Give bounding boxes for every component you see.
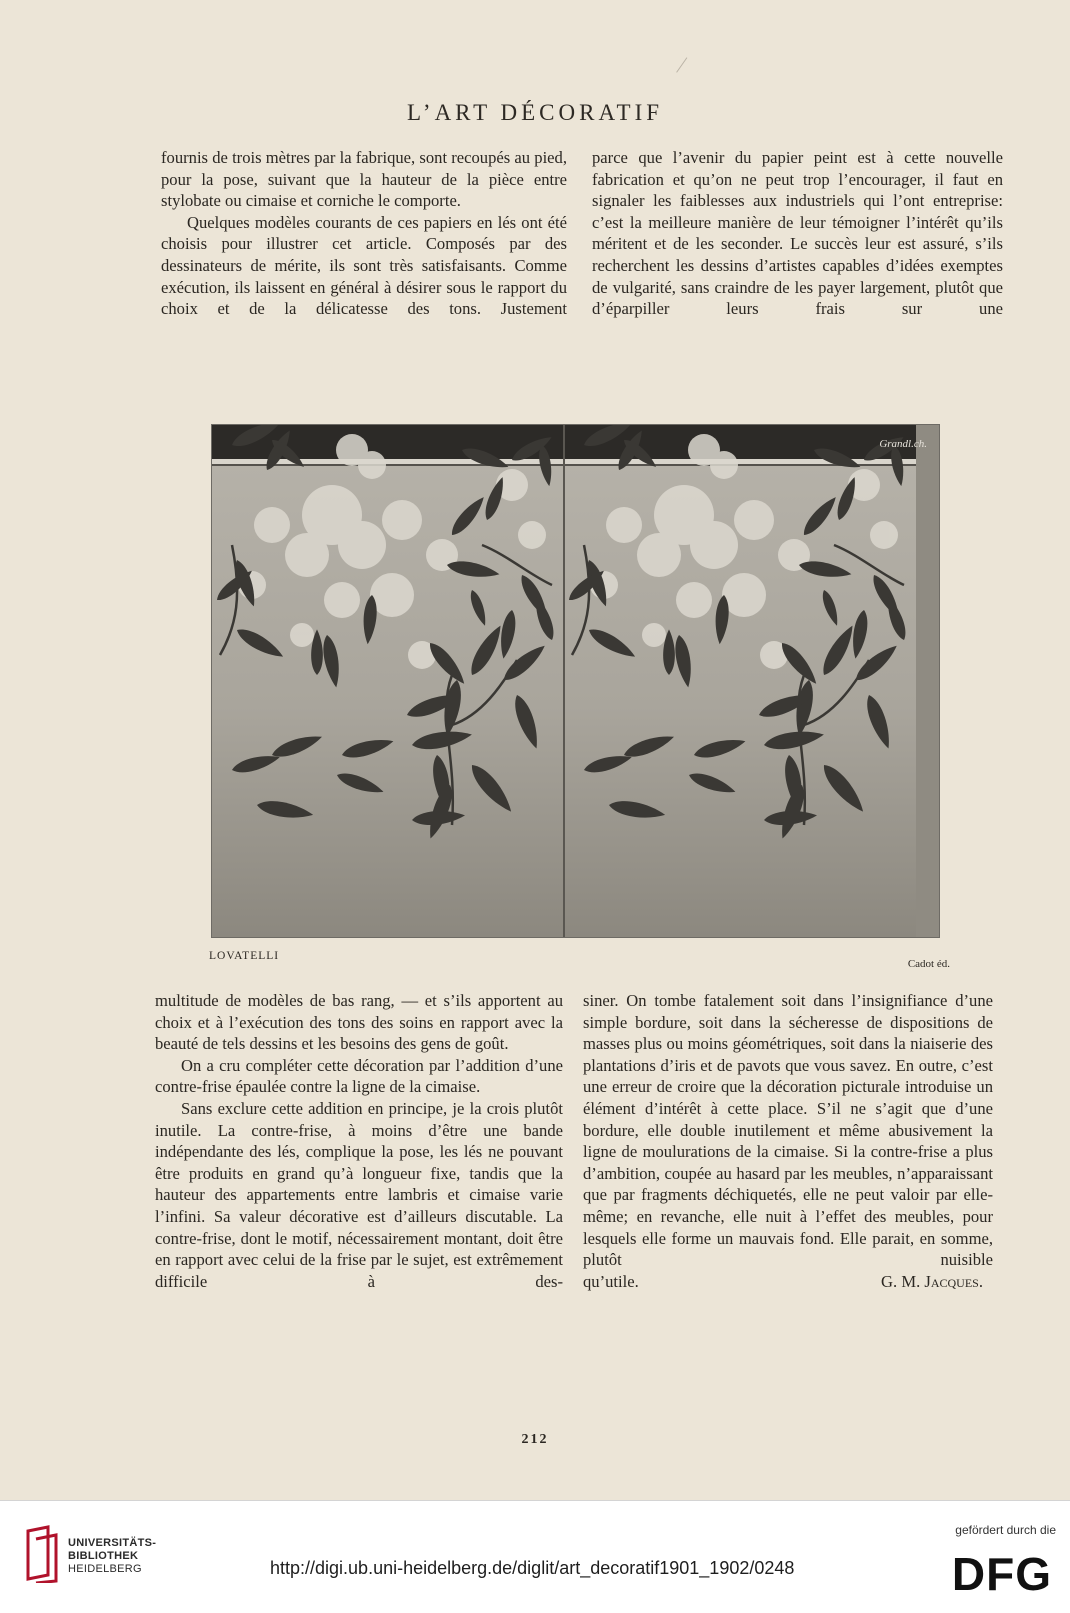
author-signature: G. M. Jacques.	[881, 1271, 983, 1291]
institution-name: UNIVERSITÄTS- BIBLIOTHEK HEIDELBERG	[68, 1537, 157, 1575]
paragraph: multitude de modèles de bas rang, — et s’ils apportent au choix et à l’exécution des tons des soins en rapport avec la beauté de tels dessins et les besoins des gens de goût.	[155, 991, 563, 1054]
permalink[interactable]: http://digi.ub.uni-heidelberg.de/diglit/art_decoratif1901_1902/0248	[270, 1558, 795, 1578]
plate-caption-artist: LOVATELLI	[209, 950, 280, 962]
closing-word: qu’utile.	[583, 1271, 639, 1291]
column-top-right	[592, 147, 1003, 320]
plate-signature: Grandl.ch.	[879, 438, 927, 450]
dfg-logo: DFG	[951, 1548, 1052, 1600]
digitization-footer	[0, 1500, 1070, 1613]
paragraph: On a cru compléter cette décoration par l’addition d’une contre-frise épaulée contre la ligne de la cimaise.	[155, 1055, 563, 1097]
paragraph: Sans exclure cette addition en principe, je la crois plutôt inutile. La contre-frise, à moins d’être une bande indépendante des lés, complique la pose, les lés ne pouvant être produits en grand qu’à longueur fixe, tandis que la hauteur des appartements entre lambris et cimaise varie l’infini. Sa valeur décorative est d’ailleurs discutable. La contre-frise, dont le motif, nécessairement montant, doit être en rapport avec celui de la frise par le sujet, est extrêmement difficile à des-	[155, 1098, 563, 1291]
column-bottom-left	[155, 990, 563, 1292]
closing-line	[583, 1271, 993, 1293]
paragraph: parce que l’avenir du papier peint est à cette nouvelle fabrication et qu’on ne peut trop l’encourager, il faut en signaler les faiblesses aux industriels qui l’ont entreprise: c’est la meilleure manière de leur témoigner l’intérêt qu’ils méritent et de les seconder. Le succès leur est assuré, s’ils recherchent les dessins d’artistes capables d’idées exemptes de vulgarité, sans craindre de les payer largement, plutôt que d’éparpiller leurs frais sur une	[592, 148, 1003, 319]
university-library-logo	[22, 1525, 62, 1583]
paragraph: siner. On tombe fatalement soit dans l’insignifiance d’une simple bordure, soit dans la sécheresse de dispositions de masses plus ou moins géométriques, soit dans la niaiserie des plantations d’iris et de pavots que vous savez. En outre, c’est une erreur de croire que la décoration picturale introduise un élément d’intérêt à cette place. S’il ne s’agit que d’une bordure, elle double inutilement et même abusivement la ligne de moulurations de la cimaise. Si la contre-frise a plus d’ambition, coupée au hasard par les meubles, n’apparaissant que par fragments déchiquetés, elle ne peut valoir par elle-même; en revanche, elle nuit à l’effet des meubles, pour lesquels elle forme un mauvais fond. Elle parait, en somme, plutôt nuisible	[583, 991, 993, 1270]
paragraph: Quelques modèles courants de ces papiers en lés ont été choisis pour illustrer cet article. Composés par des dessinateurs de mérite, ils sont très satisfaisants. Comme exécution, ils laissent en général à désirer sous le rapport du choix et de la délicatesse des tons. Justement	[161, 212, 567, 319]
funded-by-label: gefördert durch die	[955, 1523, 1056, 1537]
paragraph: fournis de trois mètres par la fabrique, sont recoupés au pied, pour la pose, suivant que la hauteur de la pièce entre stylobate ou cimaise et corniche le comporte.	[161, 148, 567, 211]
running-head: L’ART DÉCORATIF	[406, 100, 664, 125]
plate-caption-publisher: Cadot éd.	[907, 958, 950, 970]
page-number: 212	[521, 1432, 549, 1447]
pencil-mark	[676, 57, 699, 80]
column-top-left	[161, 147, 567, 320]
wallpaper-plate	[211, 424, 940, 938]
column-bottom-right	[583, 990, 993, 1292]
wallpaper-illustration	[212, 425, 939, 937]
